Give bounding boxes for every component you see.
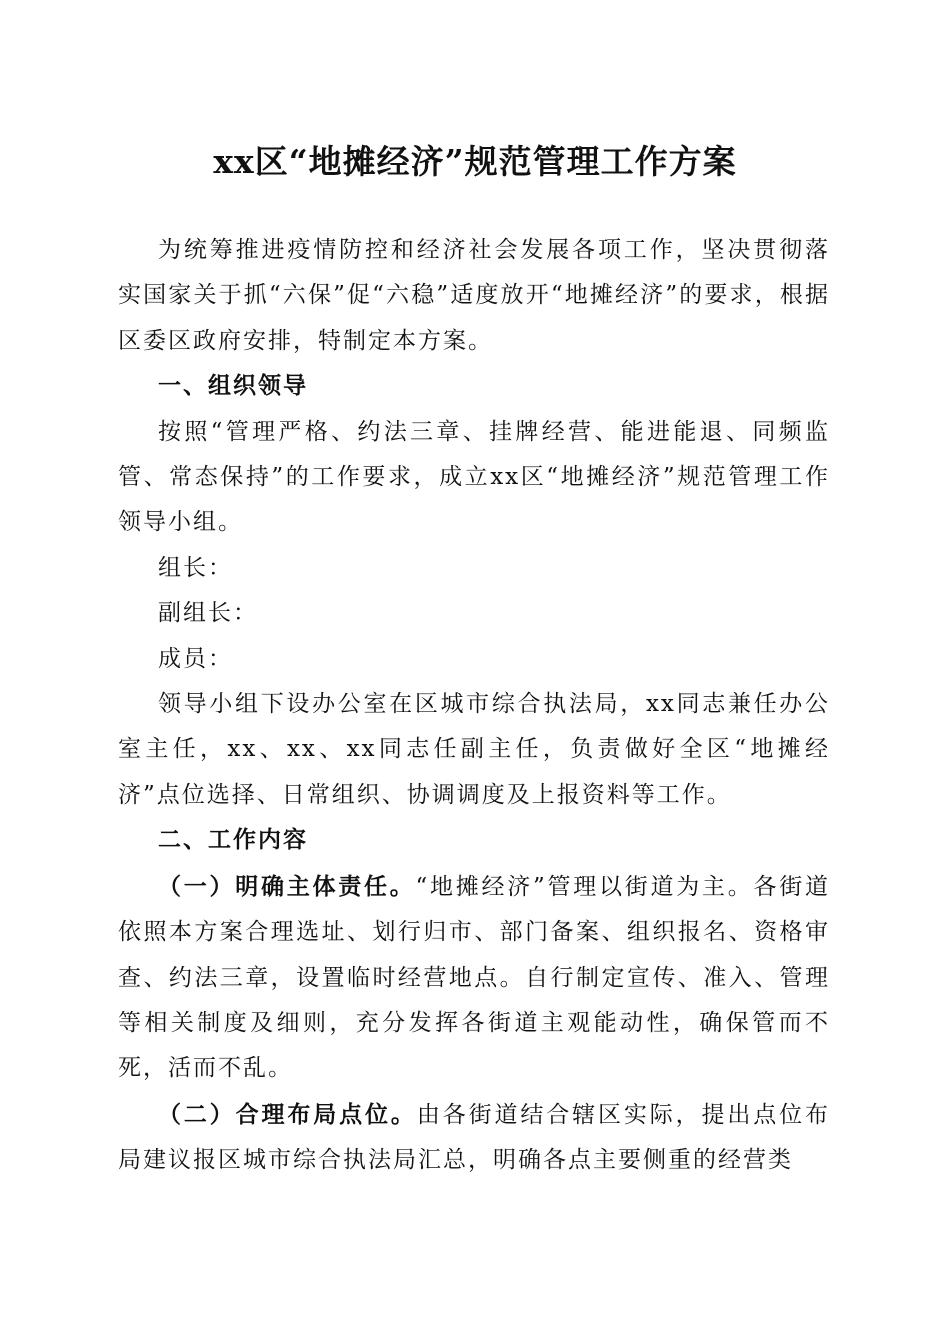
section-1-heading: 一、组织领导 bbox=[158, 373, 308, 400]
deputy-leader-line: 副组长： bbox=[158, 600, 258, 627]
item-2-title: （二）合理布局点位。 bbox=[158, 1100, 417, 1128]
section-1-paragraph: 按照“管理严格、约法三章、挂牌经营、能进能退、同频监管、常态保持”的工作要求，成立xx区“地摊经济”规范管理工作领导小组。 bbox=[118, 418, 830, 536]
item-1-text: “地摊经济”管理以街道为主。各街道依照本方案合理选址、划行归市、部门备案、组织报名、资格审查、约法三章，设置临时经营地点。自行制定宣传、准入、管理等相关制度及细则，充分发挥各街道主观能动性，确保管而不死，活而不乱。 bbox=[118, 873, 830, 1082]
item-1-title: （一）明确主体责任。 bbox=[158, 872, 416, 900]
item-2-text: 由各街道结合辖区实际，提出点位布局建议报区城市综合执法局汇总，明确各点主要侧重的经营类 bbox=[118, 1101, 831, 1174]
document-title: xx区“地摊经济”规范管理工作方案 bbox=[213, 142, 737, 181]
section-2-heading: 二、工作内容 bbox=[158, 827, 308, 854]
item-2-paragraph bbox=[118, 1092, 830, 1184]
members-line: 成员： bbox=[158, 645, 233, 672]
document-body bbox=[118, 228, 830, 1184]
leader-line: 组长： bbox=[158, 554, 233, 581]
item-1-paragraph bbox=[118, 864, 830, 1092]
intro-paragraph: 为统筹推进疫情防控和经济社会发展各项工作，坚决贯彻落实国家关于抓“六保”促“六稳”适度放开“地摊经济”的要求，根据区委区政府安排，特制定本方案。 bbox=[118, 237, 830, 354]
office-paragraph: 领导小组下设办公室在区城市综合执法局，xx同志兼任办公室主任，xx、xx、xx同志任副主任，负责做好全区“地摊经济”点位选择、日常组织、协调调度及上报资料等工作。 bbox=[118, 691, 830, 808]
